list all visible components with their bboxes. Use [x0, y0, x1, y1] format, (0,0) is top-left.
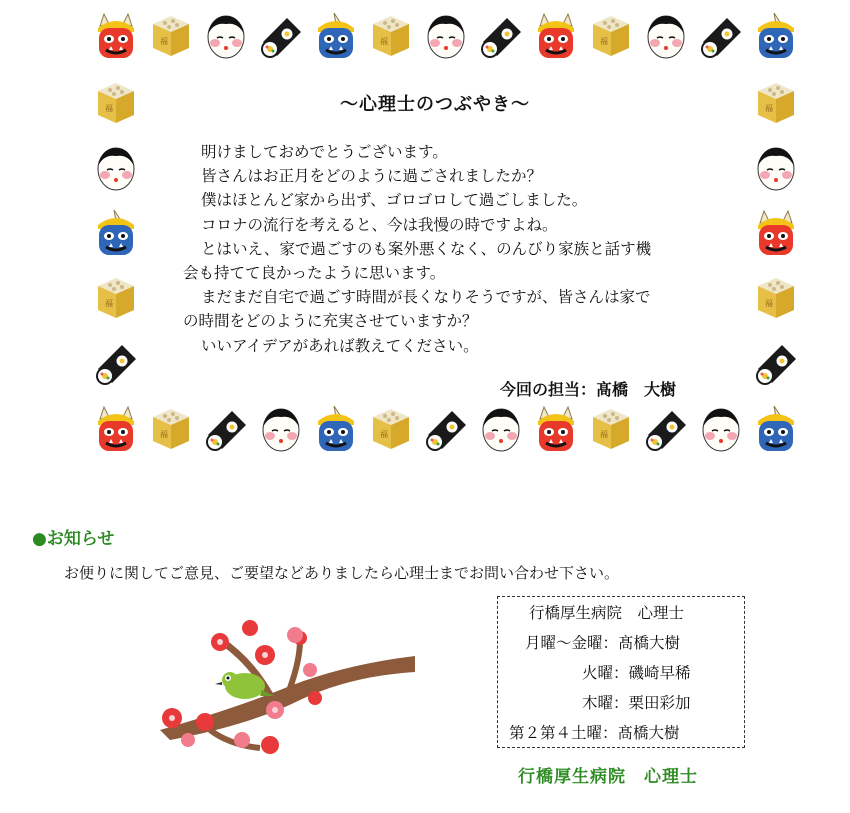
okame-mask-icon — [92, 144, 140, 192]
message-line: 明けましておめでとうございます。 — [201, 143, 448, 161]
message-line: いいアイデアがあれば教えてください。 — [201, 336, 479, 355]
author-signature: 今回の担当：髙橋 大樹 — [500, 380, 677, 399]
masu-box-icon — [367, 12, 415, 60]
okame-mask-icon — [642, 12, 690, 60]
red-oni-icon — [532, 12, 580, 60]
blue-oni-icon — [312, 405, 360, 453]
plum-branch-illustration — [150, 600, 430, 760]
masu-box-icon — [587, 12, 635, 60]
ehomaki-icon — [752, 339, 800, 387]
message-line: 会も持てて良かったように思います。 — [183, 264, 446, 283]
masu-box-icon — [752, 274, 800, 322]
okame-mask-icon — [752, 144, 800, 192]
page-title: ～心理士のつぶやき～ — [340, 94, 530, 115]
okame-mask-icon — [422, 12, 470, 60]
notice-heading: ●お知らせ — [32, 529, 115, 549]
red-oni-icon — [92, 12, 140, 60]
contact-row: 第２第４土曜：髙橋大樹 — [509, 724, 680, 742]
ehomaki-icon — [202, 405, 250, 453]
ehomaki-icon — [422, 405, 470, 453]
okame-mask-icon — [477, 405, 525, 453]
notice-text: お便りに関してご意見、ご要望などありましたら心理士までお問い合わせ下さい。 — [64, 564, 620, 582]
message-line: まだまだ自宅で過ごす時間が長くなりそうですが、皆さんは家で — [201, 288, 651, 307]
okame-mask-icon — [257, 405, 305, 453]
ehomaki-icon — [697, 12, 745, 60]
message-line: とはいえ、家で過ごすのも案外悪くなく、のんびり家族と話す機 — [201, 239, 652, 258]
masu-box-icon — [587, 405, 635, 453]
ehomaki-icon — [477, 12, 525, 60]
ehomaki-icon — [92, 339, 140, 387]
red-oni-icon — [92, 405, 140, 453]
masu-box-icon — [752, 79, 800, 127]
contact-row: 月曜～金曜：髙橋大樹 — [525, 634, 681, 652]
message-line: 僕はほとんど家から出ず、ゴロゴロして過ごしました。 — [201, 191, 588, 210]
contact-row: 行橋厚生病院 心理士 — [529, 604, 685, 622]
masu-box-icon — [147, 12, 195, 60]
contact-row: 木曜：栗田彩加 — [582, 694, 691, 712]
blue-oni-icon — [312, 12, 360, 60]
ehomaki-icon — [257, 12, 305, 60]
masu-box-icon — [367, 405, 415, 453]
red-oni-icon — [532, 405, 580, 453]
footer-signature: 行橋厚生病院 心理士 — [518, 767, 698, 787]
message-line: コロナの流行を考えると、今は我慢の時ですよね。 — [201, 215, 558, 234]
contact-box — [497, 596, 745, 748]
masu-box-icon — [92, 274, 140, 322]
blue-oni-icon — [752, 12, 800, 60]
okame-mask-icon — [202, 12, 250, 60]
masu-box-icon — [92, 79, 140, 127]
ehomaki-icon — [642, 405, 690, 453]
masu-box-icon — [147, 405, 195, 453]
okame-mask-icon — [697, 405, 745, 453]
message-body — [183, 140, 703, 358]
red-oni-icon — [752, 209, 800, 257]
message-line: の時間をどのように充実させていますか？ — [183, 312, 478, 331]
blue-oni-icon — [92, 209, 140, 257]
contact-row: 火曜：磯崎早稀 — [582, 664, 691, 682]
message-line: 皆さんはお正月をどのように過ごされましたか？ — [201, 167, 543, 186]
blue-oni-icon — [752, 405, 800, 453]
